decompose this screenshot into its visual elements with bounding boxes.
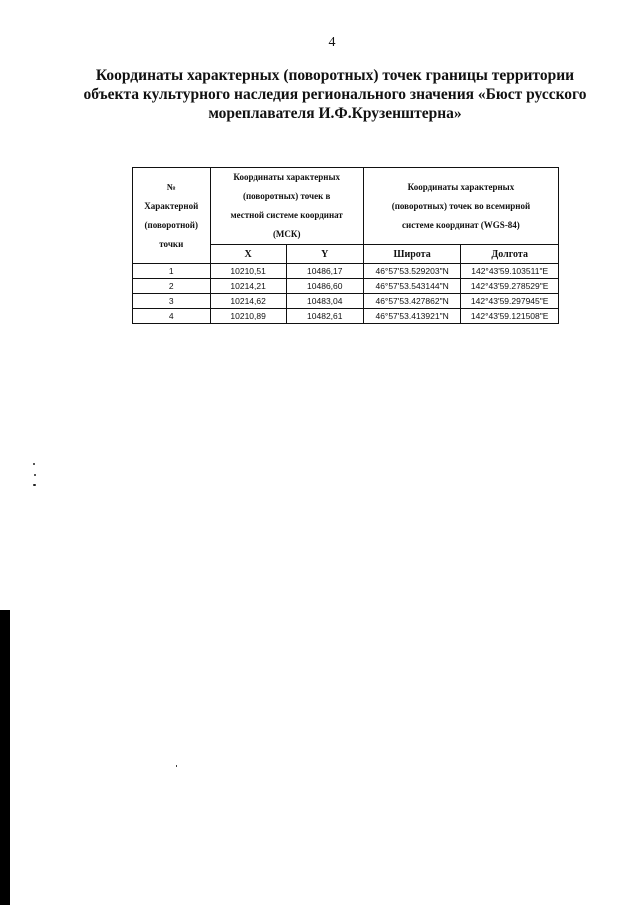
cell-longitude: 142°43'59.103511"E <box>461 264 559 279</box>
cell-x: 10210,51 <box>210 264 286 279</box>
cell-latitude: 46°57'53.427862"N <box>363 294 461 309</box>
header-world-coordinates <box>363 168 558 245</box>
cell-x: 10214,62 <box>210 294 286 309</box>
subheader-longitude: Долгота <box>461 245 559 264</box>
cell-longitude: 142°43'59.278529"E <box>461 279 559 294</box>
cell-point-number: 2 <box>133 279 211 294</box>
header-world-line: системе координат (WGS-84) <box>402 219 520 230</box>
cell-latitude: 46°57'53.543144"N <box>363 279 461 294</box>
cell-point-number: 3 <box>133 294 211 309</box>
header-local-line: (поворотных) точек в <box>242 191 331 201</box>
cell-point-number: 1 <box>133 264 211 279</box>
cell-y: 10486,60 <box>286 279 363 294</box>
title-line-2: объекта культурного наследия регионального значения «Бюст русского <box>83 86 587 103</box>
title-line-3: мореплавателя И.Ф.Крузенштерна» <box>208 105 462 122</box>
cell-y: 10486,17 <box>286 264 363 279</box>
scan-speck <box>33 484 36 486</box>
scan-speck <box>34 474 36 476</box>
header-local-line: (МСК) <box>272 229 301 239</box>
cell-point-number: 4 <box>133 309 211 324</box>
header-world-line: Координаты характерных <box>407 181 515 192</box>
header-point-number <box>133 168 211 264</box>
header-number-line: № <box>166 181 176 192</box>
header-world-line: (поворотных) точек во всемирной <box>391 200 531 211</box>
cell-x: 10210,89 <box>210 309 286 324</box>
header-local-coordinates <box>210 168 363 245</box>
header-local-line: местной системе координат <box>230 210 343 220</box>
header-number-line: точки <box>159 238 184 249</box>
table-row <box>133 264 559 279</box>
subheader-y: Y <box>286 245 363 264</box>
table-header-row <box>133 168 559 245</box>
cell-latitude: 46°57'53.529203"N <box>363 264 461 279</box>
header-local-line: Координаты характерных <box>233 172 340 182</box>
subheader-latitude: Широта <box>363 245 461 264</box>
table-row <box>133 294 559 309</box>
cell-y: 10483,04 <box>286 294 363 309</box>
cell-longitude: 142°43'59.297945"E <box>461 294 559 309</box>
cell-y: 10482,61 <box>286 309 363 324</box>
coordinates-table <box>132 167 559 324</box>
subheader-x: X <box>210 245 286 264</box>
scan-speck <box>33 463 35 465</box>
cell-latitude: 46°57'53.413921"N <box>363 309 461 324</box>
table-row <box>133 309 559 324</box>
scan-edge-shadow <box>0 610 10 905</box>
header-number-line: Характерной <box>144 200 199 211</box>
scan-speck <box>176 765 177 767</box>
table-row <box>133 279 559 294</box>
document-title <box>70 66 600 123</box>
header-number-line: (поворотной) <box>144 219 198 230</box>
page-number: 4 <box>328 35 336 50</box>
cell-x: 10214,21 <box>210 279 286 294</box>
title-line-1: Координаты характерных (поворотных) точек границы территории <box>95 67 575 84</box>
cell-longitude: 142°43'59.121508"E <box>461 309 559 324</box>
